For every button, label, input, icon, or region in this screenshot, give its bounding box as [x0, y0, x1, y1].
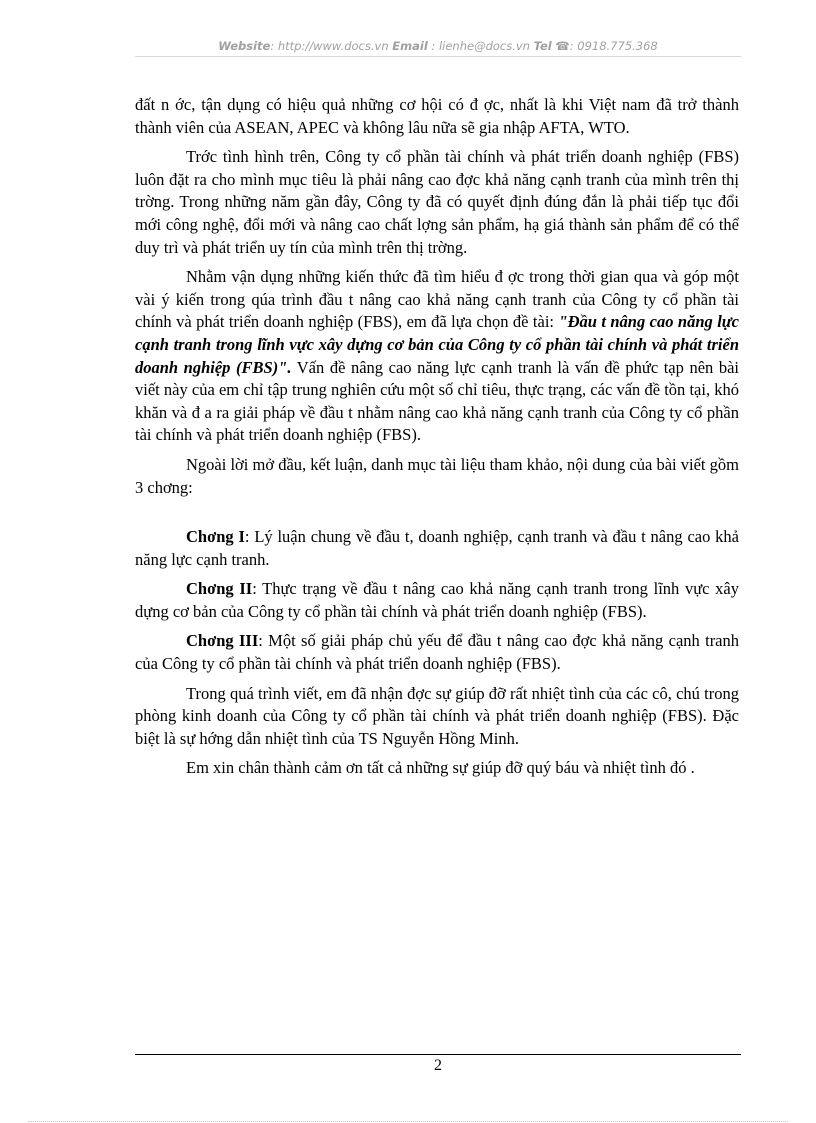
- chapter-1-label: Chơng I: [186, 527, 245, 547]
- header-rule: [135, 56, 741, 57]
- website-value: : http://www.docs.vn: [270, 39, 389, 53]
- paragraph-3-intro: Nhằm vận dụng những kiến thức đã tìm hiểu đ ợc trong thời gian qua và góp một vài ý kiến trong qúa trình đầu t nâng cao khả năng cạnh tranh của Công ty cổ phần tài chính và phát triển doanh nghiệp (FBS), em đã lựa chọn đề tài:: [135, 267, 739, 332]
- chapter-1: [135, 526, 739, 571]
- chapter-3: [135, 630, 739, 675]
- chapter-2-text: : Thực trạng về đầu t nâng cao khả năng cạnh tranh trong lĩnh vực xây dựng cơ bản của Công ty cổ phần tài chính và phát triển doanh nghiệp (FBS).: [135, 579, 739, 621]
- tel-value: : 0918.775.368: [569, 39, 658, 53]
- email-label: Email: [392, 39, 428, 53]
- paragraph-3-rest: Vấn đề nâng cao năng lực cạnh tranh là vấn đề phức tạp nên bài viết này của em chỉ tập trung nghiên cứu một số chỉ tiêu, thực trạng, các vấn đề tồn tại, khó khăn và đ a ra giải pháp về đầu t nhằm nâng cao khả năng cạnh tranh của Công ty cổ phần tài chính và phát triển doanh nghiệp (FBS).: [135, 357, 740, 445]
- document-body: [135, 94, 739, 780]
- chapter-3-label: Chơng III: [186, 631, 259, 651]
- paragraph-6: Em xin chân thành cảm ơn tất cả những sự giúp đỡ quý báu và nhiệt tình đó .: [186, 758, 695, 778]
- paragraph-5: Trong quá trình viết, em đã nhận đợc sự giúp đỡ rất nhiệt tình của các cô, chú trong phòng kinh doanh của Công ty cổ phần tài chính và phát triển doanh nghiệp (FBS). Đặc biệt là sự hớng dẫn nhiệt tình của TS Nguyễn Hồng Minh.: [135, 683, 739, 748]
- email-value: : lienhe@docs.vn: [431, 39, 530, 53]
- chapter-2: [135, 578, 739, 623]
- chapter-1-text: : Lý luận chung về đầu t, doanh nghiệp, cạnh tranh và đầu t nâng cao khả năng lực cạnh tranh.: [135, 527, 739, 569]
- paragraph-2: Trớc tình hình trên, Công ty cổ phần tài chính và phát triển doanh nghiệp (FBS) luôn đặt ra cho mình mục tiêu là phải nâng cao đợc khả năng cạnh tranh của mình trên thị trờng. Trong những năm gần đây, Công ty đã có quyết định đúng đắn là phải tiếp tục đổi mới công nghệ, đổi mới và nâng cao chất lợng sản phẩm, hạ giá thành sản phẩm để có thể duy trì và phát triển uy tín của mình trên thị trờng.: [135, 147, 739, 257]
- phone-icon: ☎: [555, 39, 570, 53]
- page-header: [135, 39, 741, 53]
- chapter-2-label: Chơng II: [186, 579, 253, 599]
- paragraph-4: Ngoài lời mở đầu, kết luận, danh mục tài liệu tham khảo, nội dung của bài viết gồm 3 chơng:: [135, 454, 739, 497]
- page-number: 2: [434, 1057, 442, 1074]
- paragraph-3: [135, 266, 739, 447]
- footer-rule: [135, 1054, 741, 1055]
- paragraph-1: đất n ớc, tận dụng có hiệu quả những cơ hội có đ ợc, nhất là khi Việt nam đã trở thành thành viên của ASEAN, APEC và không lâu nữa sẽ gia nhập AFTA, WTO.: [135, 95, 739, 137]
- thesis-title: "Đầu t nâng cao năng lực cạnh tranh trong lĩnh vực xây dựng cơ bản của Công ty cổ phần tài chính và phát triển doanh nghiệp (FBS)".: [135, 312, 739, 377]
- tel-label: Tel: [533, 39, 552, 53]
- chapter-3-text: : Một số giải pháp chủ yếu để đầu t nâng cao đợc khả năng cạnh tranh của Công ty cổ phần tài chính và phát triển doanh nghiệp (FBS).: [135, 631, 740, 674]
- website-label: Website: [218, 39, 271, 53]
- page-edge: [28, 1121, 788, 1122]
